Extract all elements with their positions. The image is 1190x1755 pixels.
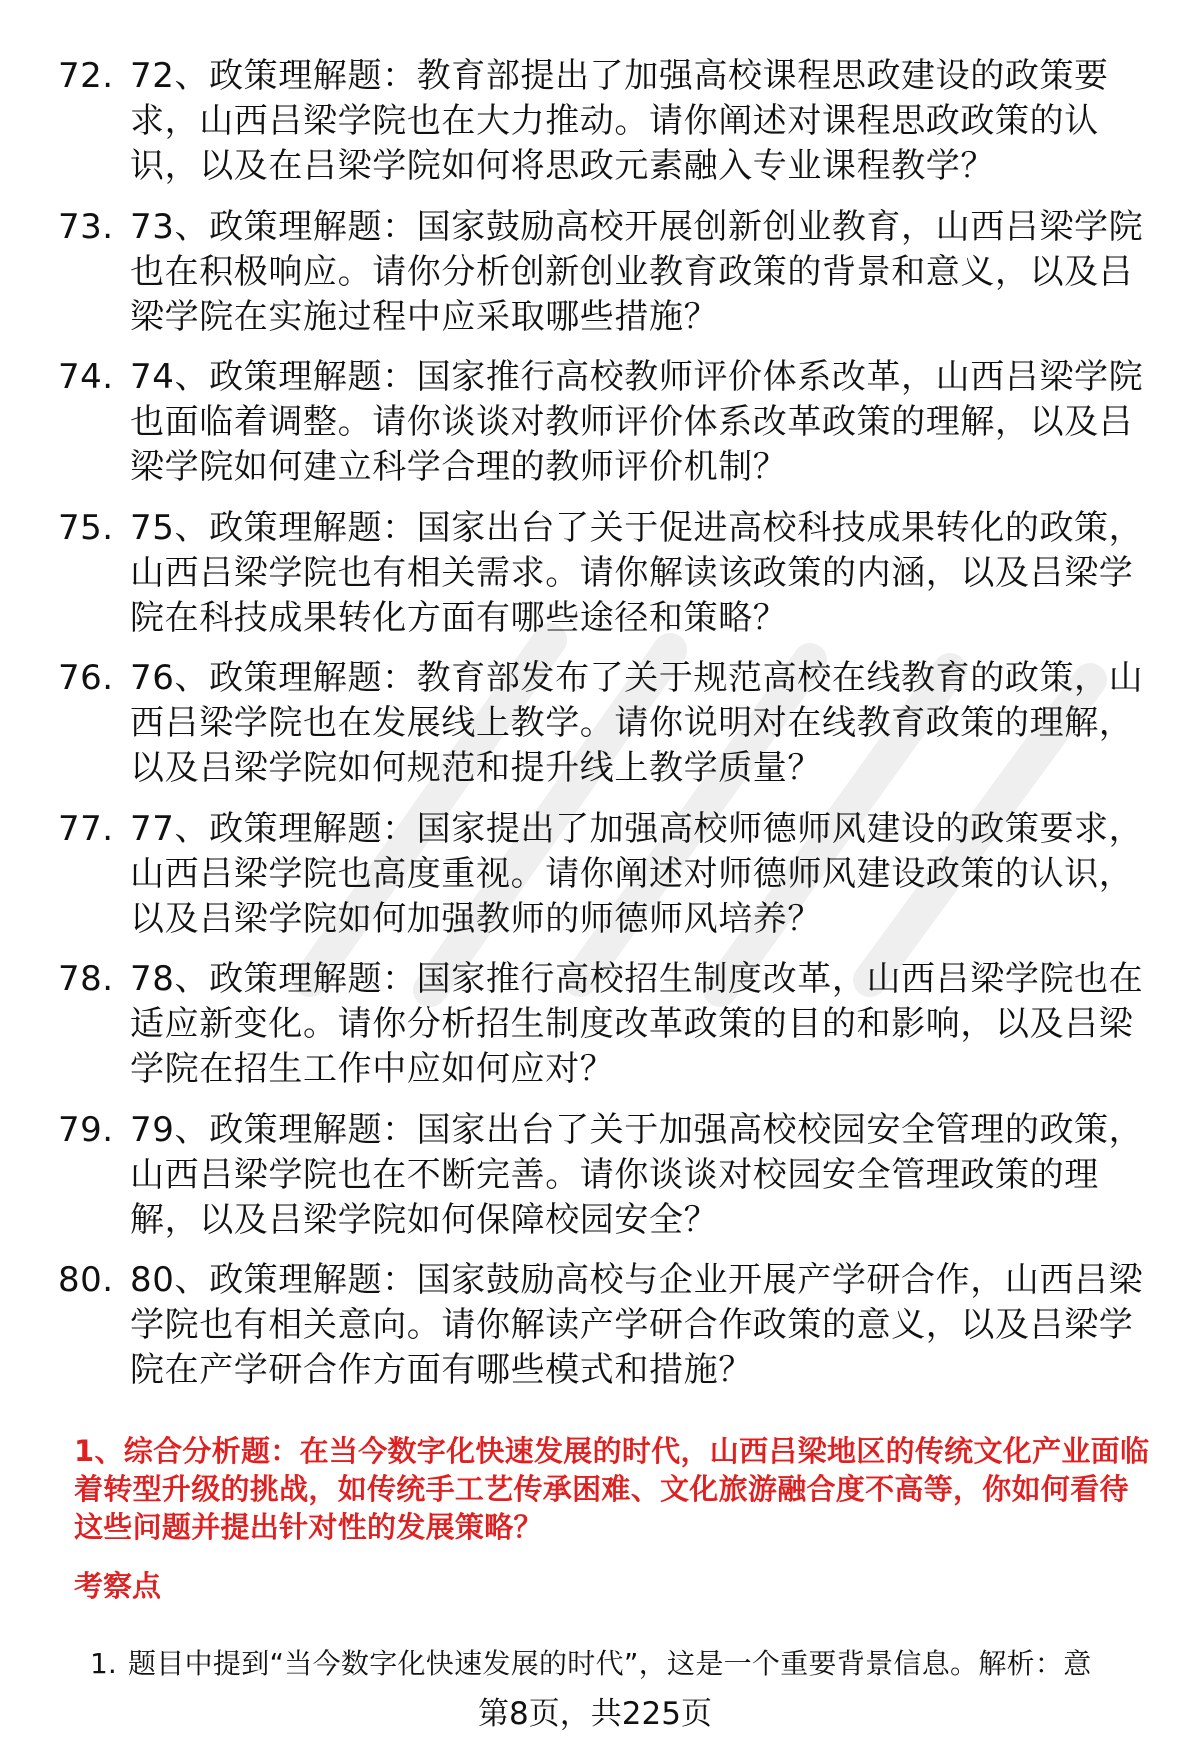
question-item	[58, 205, 1158, 340]
question-number: 73.	[58, 206, 114, 247]
question-text: 79、政策理解题：国家出台了关于加强高校校园安全管理的政策，山西吕梁学院也在不断完善。请你谈谈对校园安全管理政策的理解，以及吕梁学院如何保障校园安全？	[130, 1109, 1144, 1240]
question-item	[58, 506, 1158, 641]
question-item	[58, 957, 1158, 1092]
question-item	[58, 807, 1158, 942]
question-number: 79.	[58, 1109, 114, 1150]
question-text: 72、政策理解题：教育部提出了加强高校课程思政建设的政策要求，山西吕梁学院也在大力推动。请你阐述对课程思政政策的认识，以及在吕梁学院如何将思政元素融入专业课程教学？	[130, 56, 1109, 186]
question-item	[58, 656, 1158, 791]
question-item	[58, 1258, 1158, 1393]
question-number: 74.	[58, 357, 114, 397]
question-number: 75.	[58, 507, 114, 548]
question-text: 80、政策理解题：国家鼓励高校与企业开展产学研合作，山西吕梁学院也有相关意向。请你解读产学研合作政策的意义，以及吕梁学院在产学研合作方面有哪些模式和措施？	[130, 1260, 1144, 1390]
exam-point-text: 题目中提到“当今数字化快速发展的时代”，这是一个重要背景信息。解析：意	[128, 1647, 1092, 1680]
question-number: 78.	[58, 959, 114, 999]
question-text: 76、政策理解题：教育部发布了关于规范高校在线教育的政策，山西吕梁学院也在发展线上教学。请你说明对在线教育政策的理解，以及吕梁学院如何规范和提升线上教学质量？	[130, 658, 1144, 788]
exam-point-item	[90, 1646, 1170, 1682]
question-number: 77.	[58, 808, 114, 849]
question-text: 75、政策理解题：国家出台了关于促进高校科技成果转化的政策，山西吕梁学院也有相关需求。请你解读该政策的内涵，以及吕梁学院在科技成果转化方面有哪些途径和策略？	[130, 507, 1144, 638]
question-text: 77、政策理解题：国家提出了加强高校师德师风建设的政策要求，山西吕梁学院也高度重视。请你阐述对师德师风建设政策的认识，以及吕梁学院如何加强教师的师德师风培养？	[130, 808, 1144, 939]
question-text: 74、政策理解题：国家推行高校教师评价体系改革，山西吕梁学院也面临着调整。请你谈谈对教师评价体系改革政策的理解，以及吕梁学院如何建立科学合理的教师评价机制？	[130, 357, 1144, 487]
question-text: 78、政策理解题：国家推行高校招生制度改革，山西吕梁学院也在适应新变化。请你分析招生制度改革政策的目的和影响，以及吕梁学院在招生工作中应如何应对？	[130, 959, 1144, 1089]
page-number-footer: 第8页，共225页	[478, 1696, 712, 1732]
question-number: 76.	[58, 658, 114, 698]
question-number: 72.	[58, 56, 114, 96]
question-list	[58, 54, 1158, 1409]
question-text: 73、政策理解题：国家鼓励高校开展创新创业教育，山西吕梁学院也在积极响应。请你分析创新创业教育政策的背景和意义，以及吕梁学院在实施过程中应采取哪些措施？	[130, 206, 1144, 337]
analysis-question-title: 1、综合分析题：在当今数字化快速发展的时代，山西吕梁地区的传统文化产业面临着转型升级的挑战，如传统手工艺传承困难、文化旅游融合度不高等，你如何看待这些问题并提出针对性的发展策略？	[74, 1434, 1150, 1544]
question-item	[58, 54, 1158, 189]
exam-point-number: 1.	[90, 1647, 117, 1680]
question-item	[58, 1108, 1158, 1243]
question-item	[58, 355, 1158, 490]
question-number: 80.	[58, 1260, 114, 1300]
section-label-exam-points: 考察点	[74, 1569, 162, 1603]
